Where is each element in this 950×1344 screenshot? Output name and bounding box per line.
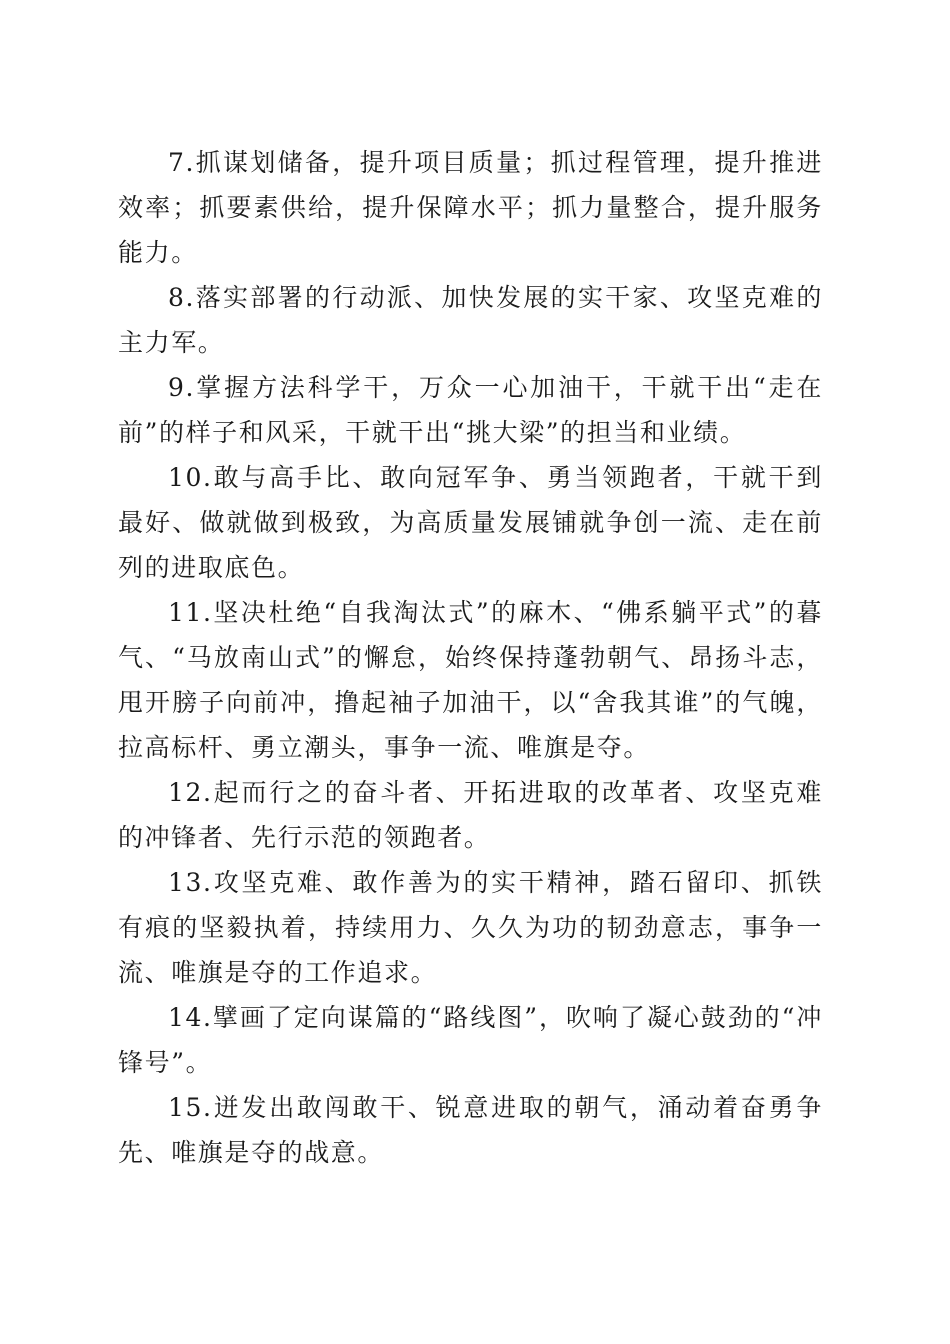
paragraph-12: 12.起而行之的奋斗者、开拓进取的改革者、攻坚克难的冲锋者、先行示范的领跑者。 xyxy=(118,778,823,852)
paragraph-7: 7.抓谋划储备，提升项目质量；抓过程管理，提升推进效率；抓要素供给，提升保障水平；抓力量整合，提升服务能力。 xyxy=(118,148,823,267)
paragraph-11: 11.坚决杜绝“自我淘汰式”的麻木、“佛系躺平式”的暮气、“马放南山式”的懈怠，始终保持蓬勃朝气、昂扬斗志，甩开膀子向前冲，撸起袖子加油干，以“舍我其谁”的气魄，拉高标杆、勇立潮头，事争一流、唯旗是夺。 xyxy=(118,598,823,762)
paragraph-9: 9.掌握方法科学干，万众一心加油干，干就干出“走在前”的样子和风采，干就干出“挑大梁”的担当和业绩。 xyxy=(118,373,823,447)
paragraph-14: 14.擘画了定向谋篇的“路线图”，吹响了凝心鼓劲的“冲锋号”。 xyxy=(118,1003,823,1077)
paragraph-10: 10.敢与高手比、敢向冠军争、勇当领跑者，干就干到最好、做就做到极致，为高质量发展铺就争创一流、走在前列的进取底色。 xyxy=(118,463,823,582)
document-body xyxy=(118,140,823,1175)
paragraph-15: 15.迸发出敢闯敢干、锐意进取的朝气，涌动着奋勇争先、唯旗是夺的战意。 xyxy=(118,1093,823,1167)
paragraph-13: 13.攻坚克难、敢作善为的实干精神，踏石留印、抓铁有痕的坚毅执着，持续用力、久久为功的韧劲意志，事争一流、唯旗是夺的工作追求。 xyxy=(118,868,823,987)
paragraph-8: 8.落实部署的行动派、加快发展的实干家、攻坚克难的主力军。 xyxy=(118,283,823,357)
